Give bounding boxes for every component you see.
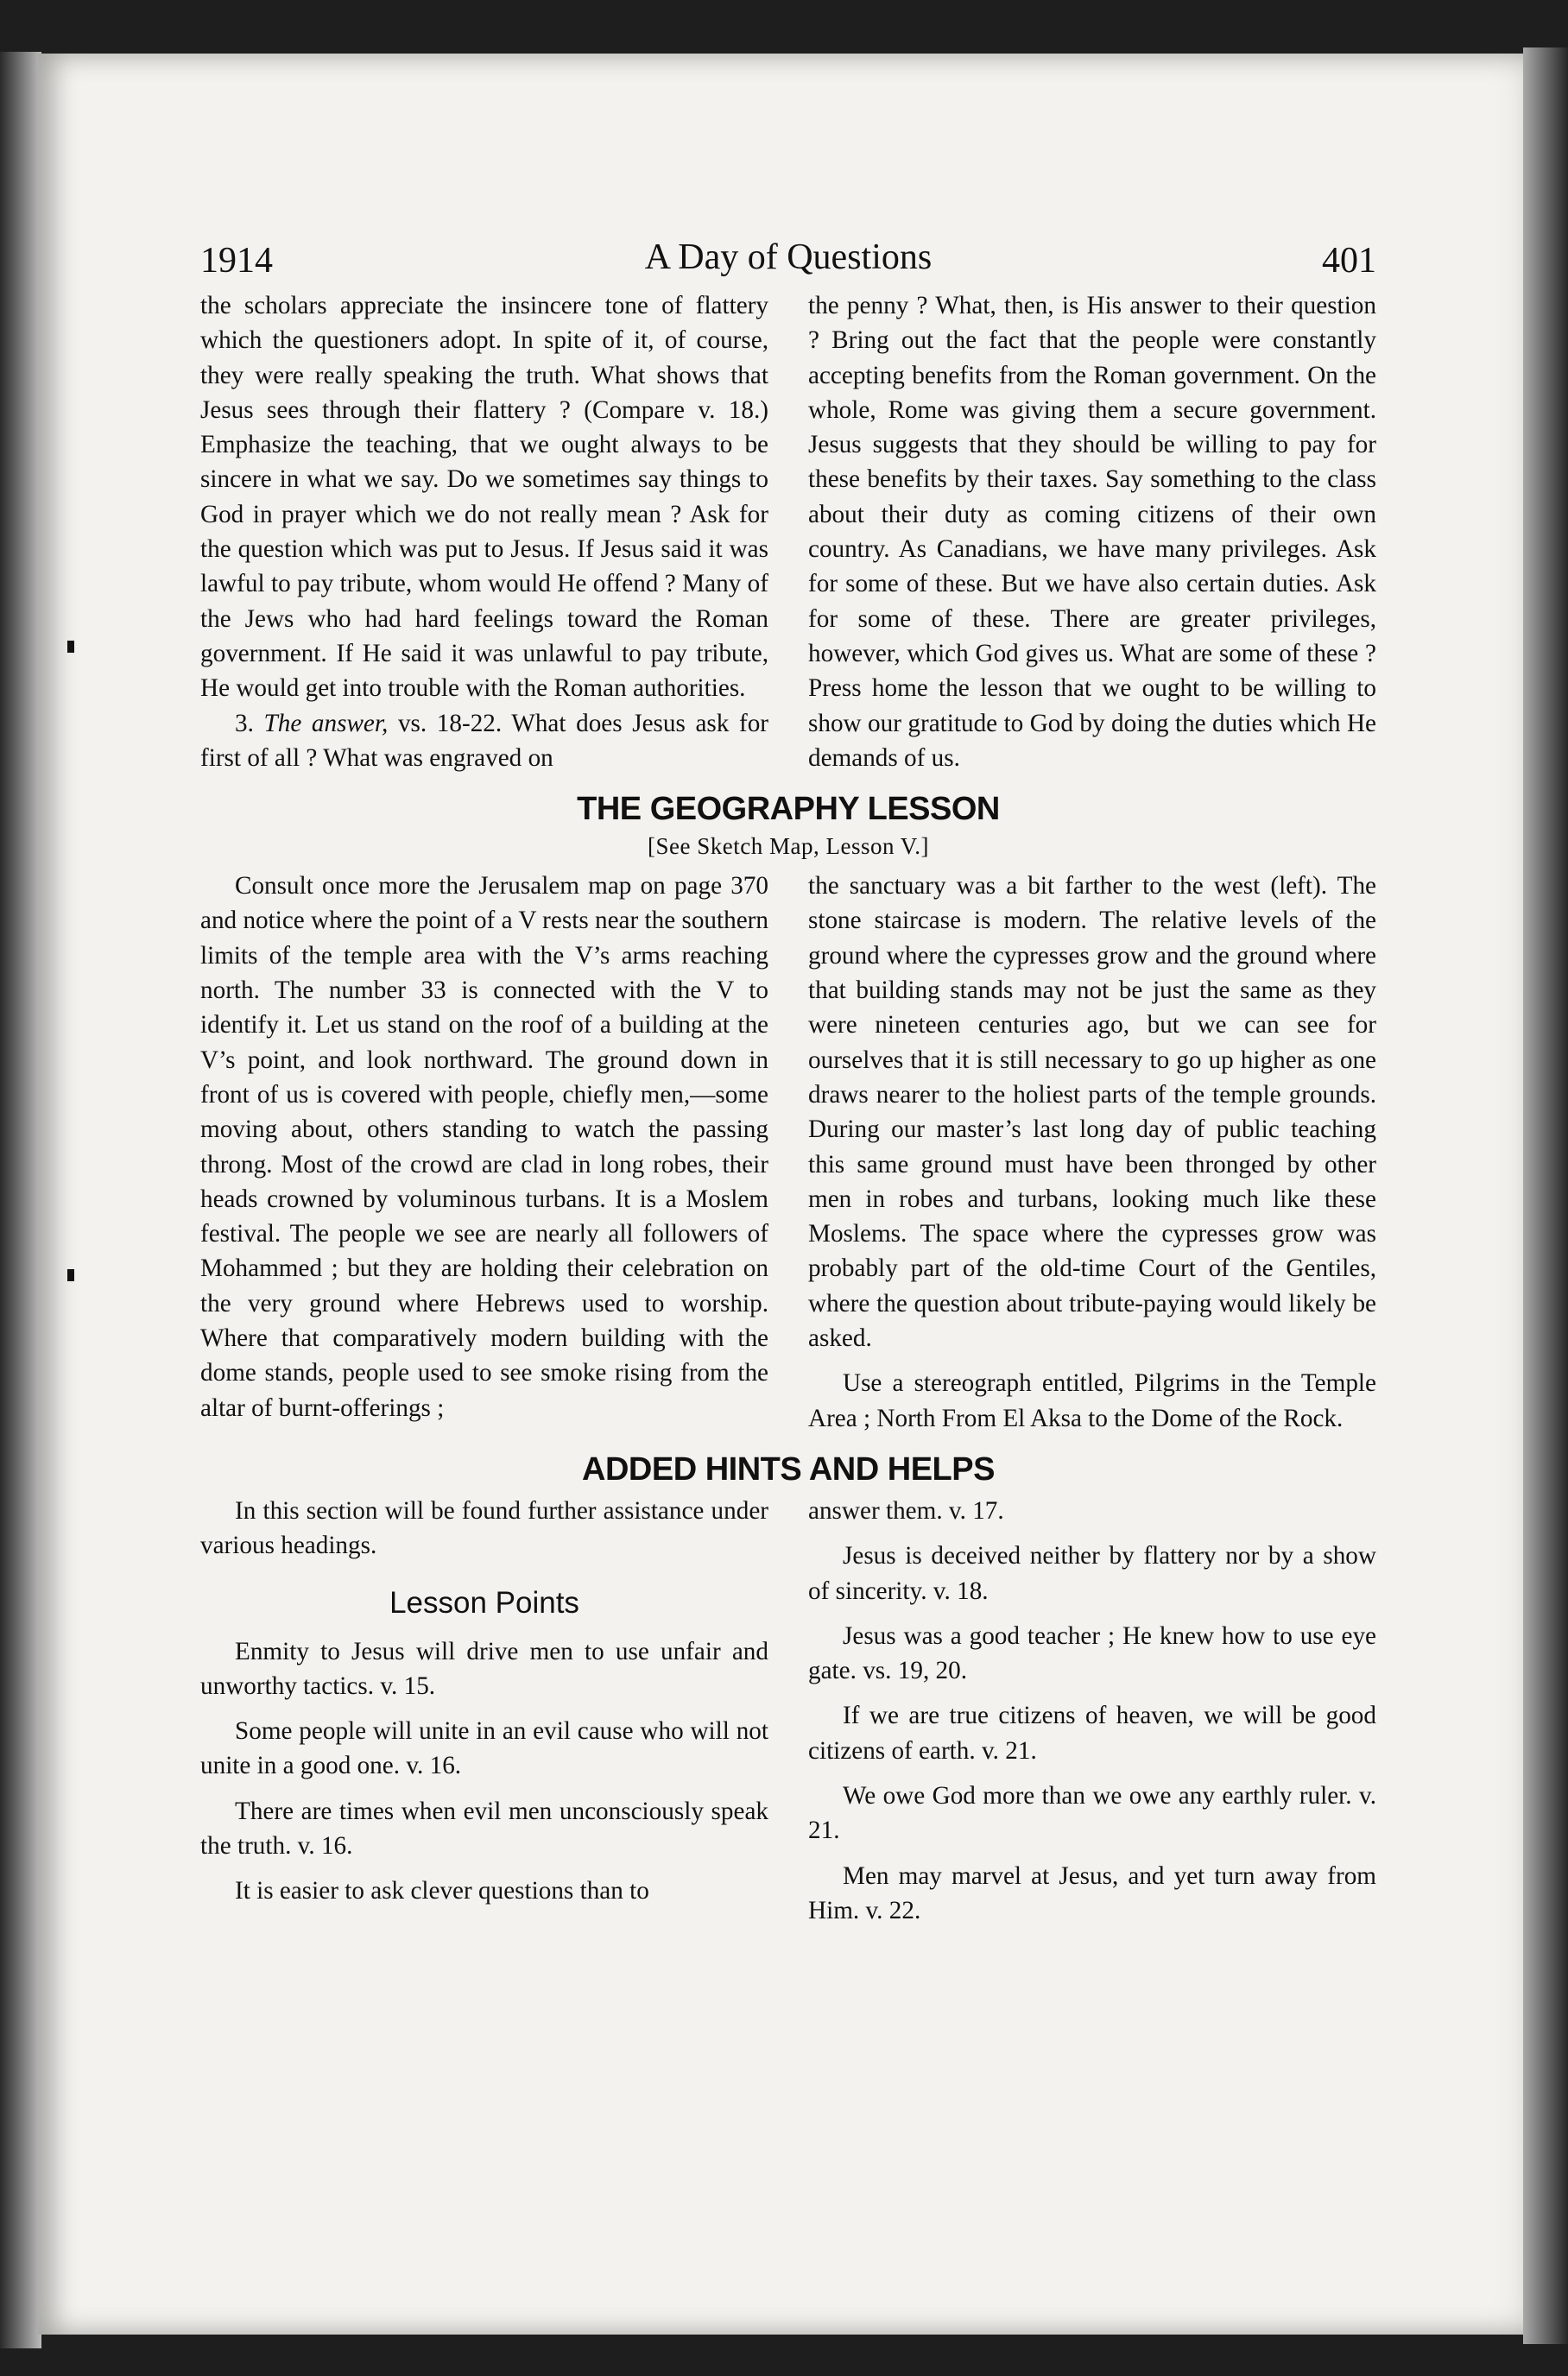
- geography-paragraph: Consult once more the Jerusalem map on page 370 and notice where the point of a V rests near the southern limits of the temple area with the V’s arms reaching north. The number 33 is connected with the V to identify it. Let us stand on the roof of a building at the V’s point, and look northward. The ground down in front of us is covered with people, chiefly men,—some moving about, others standing to watch the passing throng. Most of the crowd are clad in long robes, their heads crowned by voluminous turbans. It is a Moslem festival. The people we see are nearly all followers of Mohammed ; but they are holding their celebration on the very ground where Hebrews used to worship. Where that comparatively modern building with the dome stands, people used to see smoke rising from the altar of burnt-offerings ;: [200, 872, 768, 1422]
- page-title: A Day of Questions: [644, 237, 933, 277]
- geography-heading: THE GEOGRAPHY LESSON: [577, 791, 1000, 828]
- lesson-points-heading: Lesson Points: [389, 1585, 579, 1620]
- spine-mark: [67, 641, 74, 653]
- geography-subheading: [See Sketch Map, Lesson V.]: [648, 833, 929, 860]
- lesson-point-continued: answer them. v. 17.: [808, 1496, 1004, 1525]
- spine-mark: [67, 1269, 74, 1281]
- lesson-point: We owe God more than we owe any earthly ruler. v. 21.: [808, 1781, 1376, 1845]
- answer-title: The answer,: [263, 709, 389, 737]
- stereograph-paragraph: Use a stereograph entitled, Pilgrims in the Temple Area ; North From El Aksa to the Dome of the Rock.: [808, 1369, 1376, 1432]
- geography-left-column: [200, 869, 768, 1436]
- answer-number: 3.: [235, 709, 254, 737]
- questions-right-column: [808, 288, 1376, 775]
- geography-paragraph-continued: the sanctuary was a bit farther to the west (left). The stone staircase is modern. The relative levels of the ground where the cypresses grow and the ground where that building stands may not be just the same as they were nineteen centuries ago, but we can see for ourselves that it is still necessary to go up higher as one draws nearer to the holiest parts of the temple grounds. During our master’s last long day of public teaching this same ground must have been thronged by other men in robes and turbans, looking much like these Moslems. The space where the cypresses grow was probably part of the old-time Court of the Gentiles, where the question about tribute-paying would likely be asked.: [808, 872, 1376, 1353]
- page-year: 1914: [200, 241, 273, 281]
- page-number: 401: [1322, 241, 1376, 281]
- previous-page-edge: [0, 52, 41, 2348]
- answer-paragraph: [200, 706, 768, 776]
- lesson-point: Some people will unite in an evil cause who will not unite in a good one. v. 16.: [200, 1717, 768, 1780]
- lesson-point: There are times when evil men unconsciously speak the truth. v. 16.: [200, 1797, 768, 1860]
- hints-right-column: [808, 1494, 1376, 1928]
- penny-paragraph: the penny ? What, then, is His answer to their question ? Bring out the fact that the people were constantly accepting benefits from the Roman government. On the whole, Rome was giving them a secure government. Jesus suggests that they should be willing to pay for these benefits by their taxes. Say something to the class about their duty as coming citizens of their own country. As Canadians, we have many privileges. Ask for some of these. But we have also certain duties. Ask for some of these. There are greater privileges, however, which God gives us. What are some of these ? Press home the lesson that we ought to be willing to show our gratitude to God by doing the duties which He demands of us.: [808, 292, 1376, 772]
- hints-left-column: [200, 1494, 768, 1928]
- right-page-edge: [1523, 47, 1568, 2344]
- lesson-point: It is easier to ask clever questions than to: [235, 1877, 649, 1905]
- lesson-point: Jesus is deceived neither by flattery nor by a show of sincerity. v. 18.: [808, 1542, 1376, 1605]
- running-head: [200, 233, 1376, 288]
- questions-paragraph: the scholars appreciate the insincere tone of flattery which the questioners adopt. In spite of it, of course, they were really speaking the truth. What shows that Jesus sees through their flattery ? (Compare v. 18.) Emphasize the teaching, that we ought always to be sincere in what we say. Do we sometimes say things to God in prayer which we do not really mean ? Ask for the question which was put to Jesus. If Jesus said it was lawful to pay tribute, whom would He offend ? Many of the Jews who had hard feelings toward the Roman government. If He said it was unlawful to pay tribute, He would get into trouble with the Roman authorities.: [200, 292, 768, 703]
- hints-section: [200, 1494, 1376, 1928]
- geography-right-column: [808, 869, 1376, 1436]
- hints-intro: In this section will be found further assistance under various headings.: [200, 1496, 768, 1560]
- text-area: [200, 233, 1376, 1928]
- lesson-point: Jesus was a good teacher ; He knew how to use eye gate. vs. 19, 20.: [808, 1621, 1376, 1685]
- questions-section: [200, 288, 1376, 775]
- questions-left-column: [200, 288, 768, 775]
- geography-section: [200, 869, 1376, 1436]
- answer-text: vs. 18-22. What does Jesus ask for first of all ? What was engraved on: [200, 709, 769, 772]
- lesson-point: Enmity to Jesus will drive men to use unfair and unworthy tactics. v. 15.: [200, 1637, 768, 1700]
- hints-heading: ADDED HINTS AND HELPS: [582, 1450, 995, 1488]
- lesson-point: Men may marvel at Jesus, and yet turn away from Him. v. 22.: [808, 1861, 1376, 1924]
- lesson-point: If we are true citizens of heaven, we will be good citizens of earth. v. 21.: [808, 1702, 1376, 1765]
